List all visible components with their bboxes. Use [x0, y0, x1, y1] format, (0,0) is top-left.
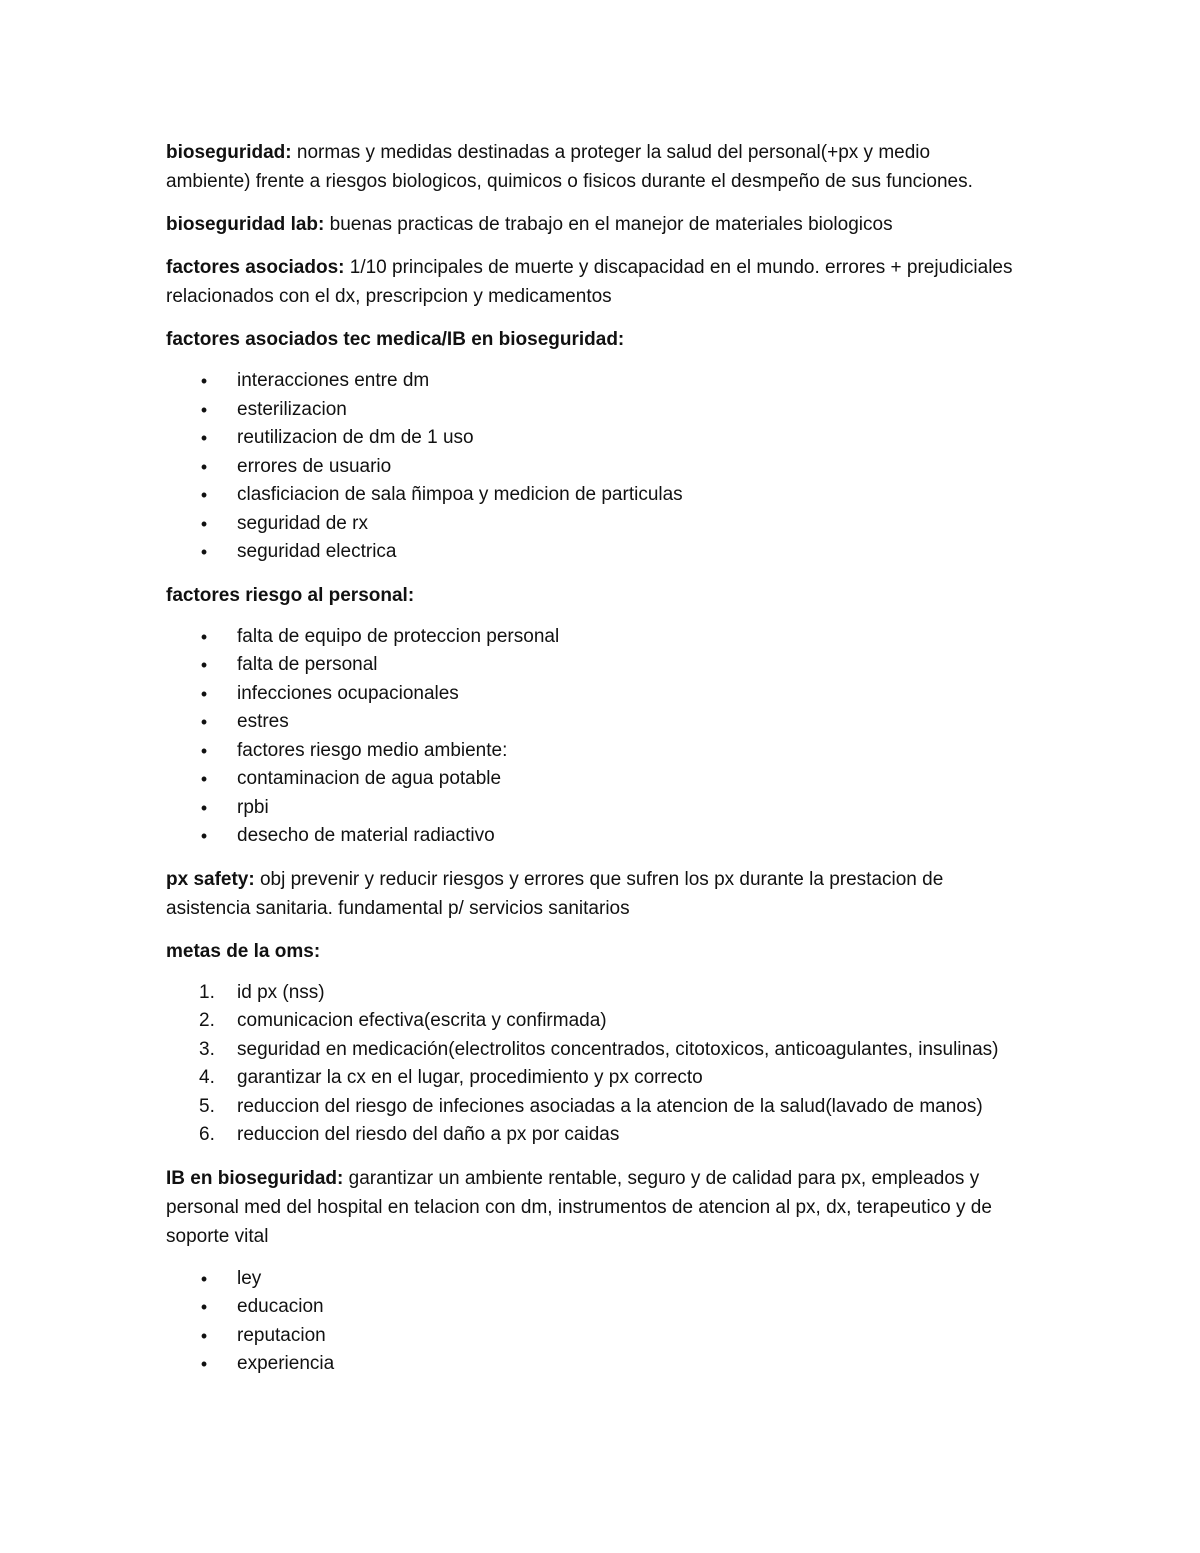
- list-item-text: garantizar la cx en el lugar, procedimiento y px correcto: [237, 1067, 703, 1088]
- list-item-text: infecciones ocupacionales: [237, 682, 459, 704]
- list-item: [166, 623, 1046, 652]
- list-item-text: esterilizacion: [237, 398, 347, 420]
- list-item-text: estres: [237, 711, 289, 732]
- term-label: px safety:: [166, 868, 255, 890]
- list-item: [166, 708, 1046, 737]
- list-item: [166, 737, 1046, 766]
- bullet-icon: •: [200, 1325, 208, 1346]
- list-item-text: id px (nss): [237, 981, 325, 1003]
- list-number: 6.: [199, 1124, 215, 1145]
- term-label: bioseguridad:: [166, 142, 292, 163]
- bullet-icon: •: [200, 1297, 208, 1317]
- list-item: [166, 481, 1046, 510]
- list-item-text: experiencia: [237, 1353, 335, 1374]
- definition-text-continued: relacionados con el dx, prescripcion y medicamentos: [166, 286, 612, 307]
- definition-text-continued: asistencia sanitaria. fundamental p/ servicios sanitarios: [166, 897, 630, 919]
- list-item: [166, 1350, 1046, 1379]
- bullet-icon: •: [200, 769, 208, 789]
- term-label: factores asociados:: [166, 257, 345, 278]
- bullet-icon: •: [200, 1354, 208, 1374]
- list-item-text: reduccion del riesdo del daño a px por caidas: [237, 1124, 620, 1145]
- list-number: 2.: [199, 1010, 215, 1031]
- list-item: [166, 1293, 1046, 1322]
- list-item-text: seguridad electrica: [237, 541, 397, 562]
- list-item: [166, 453, 1046, 482]
- list-item: [166, 1265, 1046, 1294]
- heading-metas-oms: metas de la oms:: [166, 940, 321, 962]
- term-label: IB en bioseguridad:: [166, 1167, 344, 1189]
- list-item-text: factores riesgo medio ambiente:: [237, 739, 508, 761]
- list-item: [166, 765, 1046, 794]
- list-item-text: comunicacion efectiva(escrita y confirmada): [237, 1010, 607, 1031]
- definition-text: garantizar un ambiente rentable, seguro y de calidad para px, empleados y: [343, 1167, 980, 1189]
- list-item-text: seguridad de rx: [237, 512, 368, 534]
- definition-ib-bioseguridad: [166, 1164, 1046, 1251]
- term-label: bioseguridad lab:: [166, 214, 325, 235]
- bullet-icon: •: [200, 542, 208, 562]
- list-number: 5.: [199, 1095, 215, 1117]
- list-item-text: interacciones entre dm: [237, 370, 430, 391]
- bullet-icon: •: [200, 1268, 208, 1289]
- list-item-text: contaminacion de agua potable: [237, 768, 502, 789]
- list-item-text: falta de equipo de proteccion personal: [237, 625, 560, 647]
- definition-text: 1/10 principales de muerte y discapacidad en el mundo. errores + prejudiciales: [344, 257, 1013, 278]
- list-item: [166, 794, 1046, 823]
- list-item: [166, 1121, 1046, 1150]
- definition-px-safety: [166, 865, 1046, 923]
- list-item-text: reduccion del riesgo de infeciones asociadas a la atencion de la salud(lavado de manos): [237, 1095, 983, 1117]
- bullet-list-factores-tec-medica: [166, 367, 1046, 567]
- definition-text: buenas practicas de trabajo en el manejor de materiales biologicos: [324, 214, 893, 235]
- definition-text-continued: personal med del hospital en telacion con dm, instrumentos de atencion al px, dx, terapeutico y de: [166, 1196, 992, 1218]
- list-item-text: clasficiacion de sala ñimpoa y medicion de particulas: [237, 484, 683, 505]
- bullet-icon: •: [200, 399, 208, 420]
- list-item-text: seguridad en medicación(electrolitos concentrados, citotoxicos, anticoagulantes, insulinas): [237, 1038, 999, 1060]
- list-item-text: reputacion: [237, 1324, 326, 1346]
- list-item: [166, 396, 1046, 425]
- definition-bioseguridad: [166, 138, 1046, 196]
- list-item: [166, 367, 1046, 396]
- bullet-list-ib-bioseguridad: [166, 1265, 1046, 1379]
- list-item: [166, 1093, 1046, 1122]
- list-item: [166, 510, 1046, 539]
- list-item-text: desecho de material radiactivo: [237, 825, 495, 846]
- document-body: [166, 138, 1046, 1393]
- list-item-text: rpbi: [237, 796, 269, 818]
- list-number: 1.: [199, 981, 215, 1003]
- bullet-icon: •: [200, 655, 208, 675]
- definition-text-continued: soporte vital: [166, 1225, 269, 1247]
- numbered-list-metas-oms: [166, 979, 1046, 1150]
- list-item-text: ley: [237, 1267, 262, 1289]
- bullet-icon: •: [200, 456, 208, 477]
- list-item: [166, 1036, 1046, 1065]
- list-item: [166, 538, 1046, 567]
- bullet-list-factores-riesgo-personal: [166, 623, 1046, 851]
- list-number: 3.: [199, 1038, 215, 1060]
- definition-text: normas y medidas destinadas a proteger la salud del personal(+px y medio: [291, 142, 931, 163]
- list-item-text: educacion: [237, 1296, 324, 1317]
- definition-factores-asociados: [166, 253, 1046, 311]
- bullet-icon: •: [200, 797, 208, 818]
- list-item: [166, 651, 1046, 680]
- heading-factores-tec-medica: factores asociados tec medica/IB en bioseguridad:: [166, 329, 625, 350]
- list-item: [166, 822, 1046, 851]
- list-number: 4.: [199, 1067, 215, 1088]
- bullet-icon: •: [200, 626, 208, 647]
- list-item: [166, 1007, 1046, 1036]
- list-item: [166, 424, 1046, 453]
- bullet-icon: •: [200, 740, 208, 761]
- bullet-icon: •: [200, 826, 208, 846]
- definition-text-continued: ambiente) frente a riesgos biologicos, quimicos o fisicos durante el desmpeño de sus funciones.: [166, 171, 973, 192]
- list-item-text: errores de usuario: [237, 455, 392, 477]
- list-item-text: falta de personal: [237, 654, 378, 675]
- list-item: [166, 680, 1046, 709]
- definition-bioseguridad-lab: [166, 210, 1046, 239]
- list-item-text: reutilizacion de dm de 1 uso: [237, 427, 474, 448]
- heading-factores-riesgo-personal: factores riesgo al personal:: [166, 584, 415, 606]
- bullet-icon: •: [200, 428, 208, 448]
- bullet-icon: •: [200, 485, 208, 505]
- bullet-icon: •: [200, 371, 208, 391]
- list-item: [166, 979, 1046, 1008]
- list-item: [166, 1064, 1046, 1093]
- list-item: [166, 1322, 1046, 1351]
- bullet-icon: •: [200, 513, 208, 534]
- bullet-icon: •: [200, 712, 208, 732]
- definition-text: obj prevenir y reducir riesgos y errores que sufren los px durante la prestacion de: [254, 868, 944, 890]
- bullet-icon: •: [200, 683, 208, 704]
